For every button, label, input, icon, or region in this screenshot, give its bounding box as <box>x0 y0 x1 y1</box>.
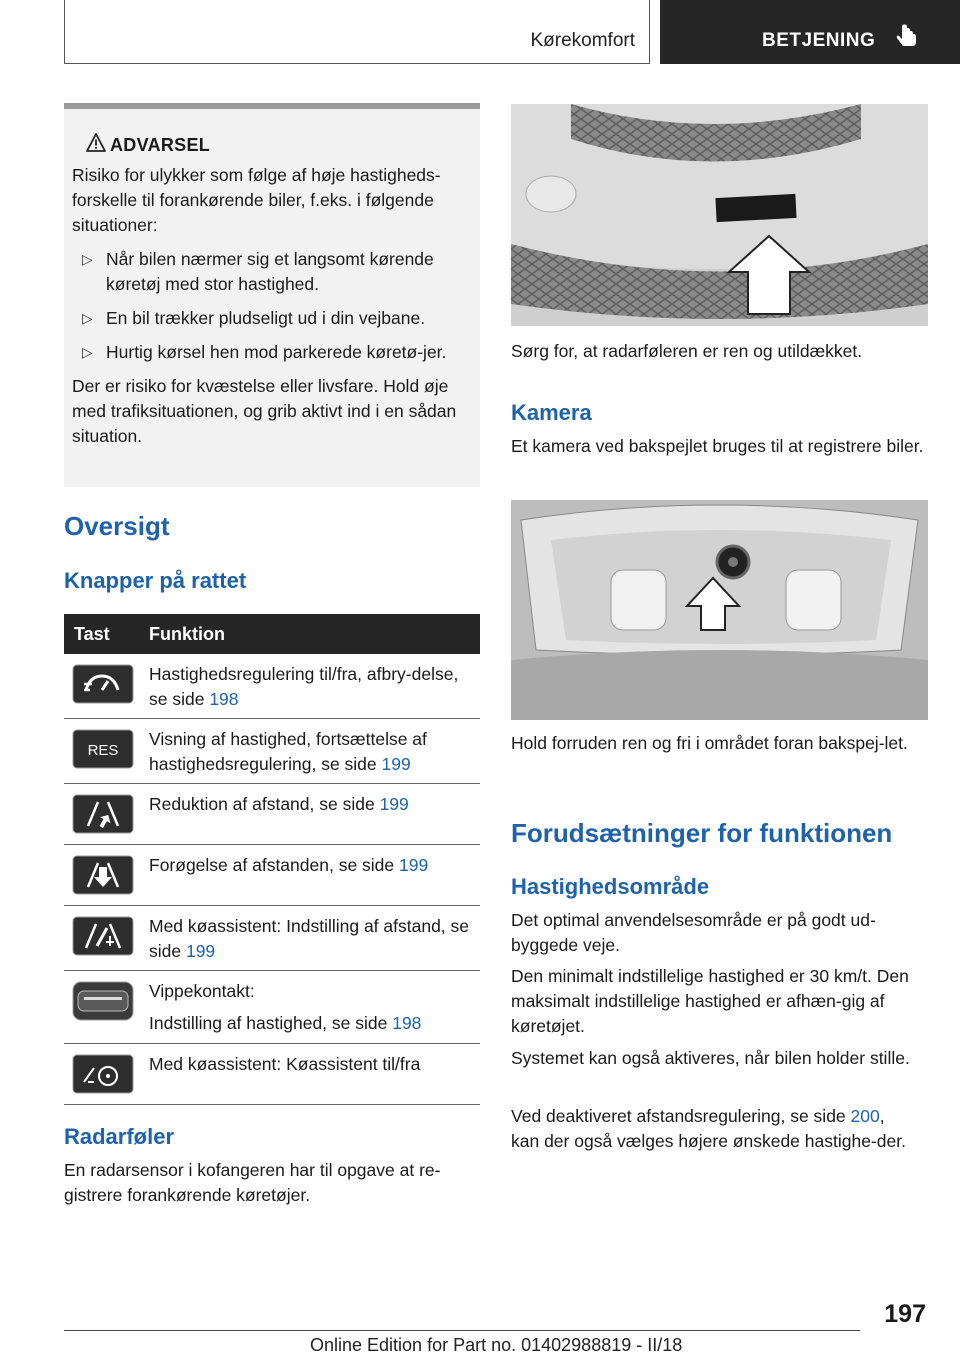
triangle-bullet-icon: ▷ <box>82 251 93 267</box>
header-chapter-title: BETJENING <box>762 30 876 51</box>
table-row: Med køassistent: Køassistent til/fra <box>64 1044 480 1105</box>
header-section-tab <box>64 0 650 64</box>
table-header <box>64 614 480 654</box>
page-link[interactable]: 199 <box>399 855 429 875</box>
buttons-table <box>64 614 480 1105</box>
warning-intro: Risiko for ulykker som følge af høje hastigheds-forskelle til forankørende biler, f.eks. i følgende situationer: <box>72 165 441 235</box>
res-icon <box>72 729 134 769</box>
page-link[interactable]: 198 <box>392 1013 422 1033</box>
header-section-title: Kørekomfort <box>530 30 635 51</box>
table-row: Hastighedsregulering til/fra, afbry-delse, se side 198 <box>64 654 480 719</box>
table-row: Reduktion af afstand, se side 199 <box>64 784 480 845</box>
triangle-bullet-icon: ▷ <box>82 310 93 326</box>
warning-title: ADVARSEL <box>110 135 211 155</box>
speed-paragraph-3: Systemet kan også aktiveres, når bilen holder stille. <box>511 1048 910 1068</box>
radar-heading: Radarføler <box>64 1124 175 1149</box>
camera-heading: Kamera <box>511 400 592 425</box>
distance-queue-icon <box>72 916 134 956</box>
list-item: ▷ En bil trækker pludseligt ud i din vejbane. <box>72 306 472 331</box>
radar-text: En radarsensor i kofangeren har til opgave at re-gistrere forankørende køretøjer. <box>64 1160 441 1205</box>
column-header-key: Tast <box>74 624 110 644</box>
speed-paragraph-1: Det optimal anvendelsesområde er på godt ud-byggede veje. <box>511 910 876 955</box>
table-row: RES Visning af hastighed, fortsættelse af hastighedsregulering, se side 199 <box>64 719 480 784</box>
page-number: 197 <box>884 1300 926 1328</box>
steering-buttons-heading: Knapper på rattet <box>64 568 247 593</box>
svg-text:RES: RES <box>87 742 119 759</box>
warning-box <box>64 103 480 487</box>
footer-divider <box>64 1330 860 1331</box>
speed-range-heading: Hastighedsområde <box>511 874 710 899</box>
page-link[interactable]: 199 <box>185 941 216 961</box>
header-chapter-tab <box>660 0 960 64</box>
camera-caption: Hold forruden ren og fri i området foran bakspej-let. <box>511 733 908 753</box>
rocker-switch-icon <box>72 981 134 1021</box>
page-link[interactable]: 199 <box>381 754 411 774</box>
distance-decrease-icon <box>72 794 134 834</box>
prerequisites-heading: Forudsætninger for funktionen <box>511 818 893 848</box>
column-header-function: Funktion <box>149 624 225 644</box>
warning-outro: Der er risiko for kvæstelse eller livsfare. Hold øje med trafiksituationen, og grib aktivt ind i en sådan situation. <box>72 376 457 446</box>
warning-triangle-icon <box>86 133 106 152</box>
camera-text: Et kamera ved bakspejlet bruges til at registrere biler. <box>511 436 924 456</box>
pointing-hand-icon <box>896 24 918 50</box>
triangle-bullet-icon: ▷ <box>82 344 93 360</box>
list-item: ▷ Hurtig kørsel hen mod parkerede køretø-jer. <box>72 340 472 365</box>
table-row: Vippekontakt: Indstilling af hastighed, se side 198 <box>64 971 480 1044</box>
overview-heading: Oversigt <box>64 511 170 541</box>
radar-sensor-photo <box>511 104 928 326</box>
speed-paragraph-2: Den minimalt indstillelige hastighed er 30 km/t. Den maksimalt indstillelige hastighed er afhæn-gig af køretøjet. <box>511 966 909 1036</box>
camera-photo <box>511 500 928 720</box>
page-link[interactable]: 200 <box>850 1106 880 1126</box>
list-item: ▷ Når bilen nærmer sig et langsomt kørende køretøj med stor hastighed. <box>82 249 434 294</box>
speed-paragraph-4: Ved deaktiveret afstandsregulering, se side 200, kan der også vælges højere ønskede hastighe-der. <box>511 1106 906 1151</box>
warning-list <box>72 247 472 365</box>
page-link[interactable]: 199 <box>379 794 409 814</box>
table-row: Med køassistent: Indstilling af afstand, se side 199 <box>64 906 480 971</box>
page-link[interactable]: 198 <box>209 689 239 709</box>
edition-note: Online Edition for Part no. 01402988819 - II/18 <box>310 1335 683 1355</box>
queue-assist-icon <box>72 1054 134 1094</box>
radar-caption: Sørg for, at radarføleren er ren og utildækket. <box>511 341 863 361</box>
cruise-control-icon <box>72 664 134 704</box>
distance-increase-icon <box>72 855 134 895</box>
table-row: Forøgelse af afstanden, se side 199 <box>64 845 480 906</box>
